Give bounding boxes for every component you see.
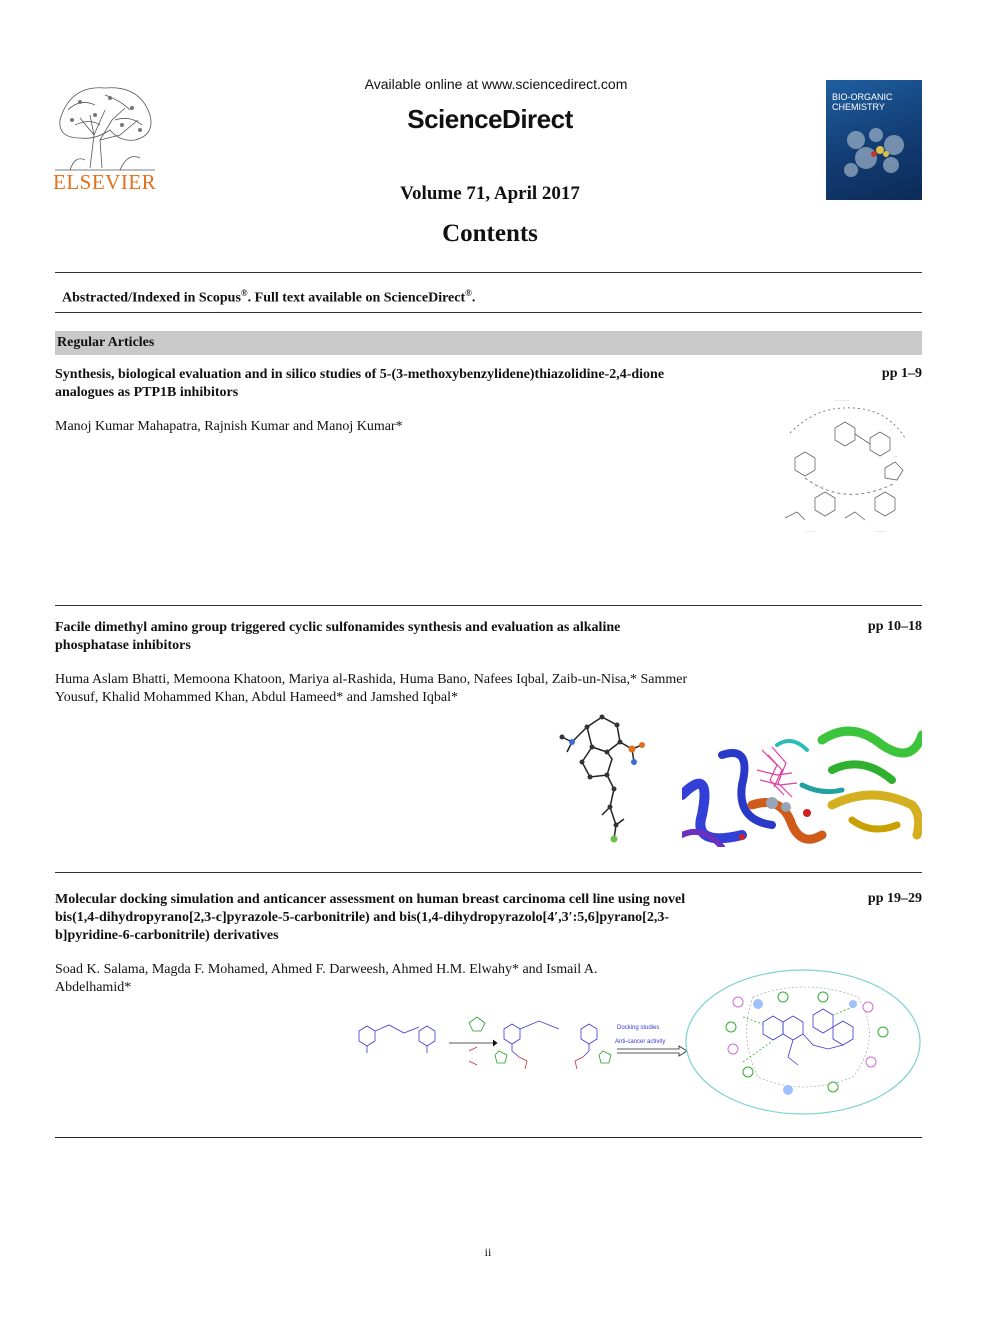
- article-title[interactable]: Molecular docking simulation and anticancer assessment on human breast carcinoma cell line using novel bis(1,4-dihydropyrano[2,3-c]pyrazole-5-carbonitrile) and bis(1,4-dihydropyrazolo[4′,3′:5,6]pyrano[2,3-b]pyridine-6-carbonitrile) derivatives: [55, 892, 686, 943]
- svg-text:··· ···: ··· ···: [815, 484, 825, 489]
- article-pages[interactable]: pp 19–29: [867, 891, 922, 906]
- section-header: [55, 331, 922, 355]
- article-pages[interactable]: pp 10–18: [867, 619, 922, 634]
- article-authors: Huma Aslam Bhatti, Memoona Khatoon, Mariya al-Rashida, Huma Bano, Nafees Iqbal, Zaib-un-Nisa,* Sammer Yousuf, Khalid Mohammed Khan, Abdul Hameed* and Jamshed Iqbal*: [55, 672, 688, 705]
- reaction-scheme-image: [349, 1011, 694, 1071]
- section-title: Regular Articles: [57, 335, 155, 350]
- journal-cover-title: BIO-ORGANIC CHEMISTRY: [832, 92, 893, 112]
- publisher-name: ELSEVIER: [53, 170, 157, 194]
- page-number: ii: [484, 1245, 492, 1259]
- svg-text:···: ···: [893, 454, 897, 459]
- article-entry: [55, 619, 922, 859]
- divider: [55, 1137, 922, 1138]
- article-authors: Manoj Kumar Mahapatra, Rajnish Kumar and Manoj Kumar*: [55, 419, 403, 434]
- svg-text:··· ···: ··· ···: [875, 529, 885, 534]
- volume-info: Volume 71, April 2017: [400, 183, 580, 204]
- article-authors: Soad K. Salama, Magda F. Mohamed, Ahmed F. Darweesh, Ahmed H.M. Elwahy* and Ismail A. Abdelhamid*: [55, 962, 598, 995]
- divider: [55, 272, 922, 273]
- page-header: [0, 0, 992, 270]
- article-pages[interactable]: pp 1–9: [881, 366, 922, 381]
- article-entry: [55, 891, 922, 1131]
- divider: [55, 312, 922, 313]
- crystal-structure-image: [552, 707, 647, 847]
- scheme-label-docking: Docking studies: [617, 1025, 660, 1031]
- article-title[interactable]: Synthesis, biological evaluation and in silico studies of 5-(3-methoxybenzylidene)thiazolidine-2,4-dione analogues as PTP1B inhibitors: [55, 367, 665, 400]
- graphical-abstract-image: [775, 388, 925, 538]
- journal-cover-image: [826, 80, 922, 200]
- sciencedirect-logo: ScienceDirect: [407, 104, 573, 134]
- available-online-text: Available online at www.sciencedirect.com: [364, 76, 628, 92]
- article-title[interactable]: Facile dimethyl amino group triggered cyclic sulfonamides synthesis and evaluation as alkaline phosphatase inhibitors: [55, 620, 621, 653]
- divider: [55, 605, 922, 606]
- page-title: Contents: [442, 220, 538, 247]
- svg-text:··· ··· ···: ··· ··· ···: [835, 398, 850, 403]
- indexing-note: Abstracted/Indexed in Scopus®. Full text available on ScienceDirect®.: [62, 288, 476, 306]
- scheme-label-activity: Anti-cancer activity: [615, 1039, 666, 1045]
- protein-docking-image: [682, 725, 922, 847]
- cover-molecule-art: [836, 120, 914, 190]
- docking-interaction-diagram: [683, 967, 923, 1117]
- article-entry: [55, 366, 922, 596]
- divider: [55, 872, 922, 873]
- svg-text:··· ···: ··· ···: [805, 529, 815, 534]
